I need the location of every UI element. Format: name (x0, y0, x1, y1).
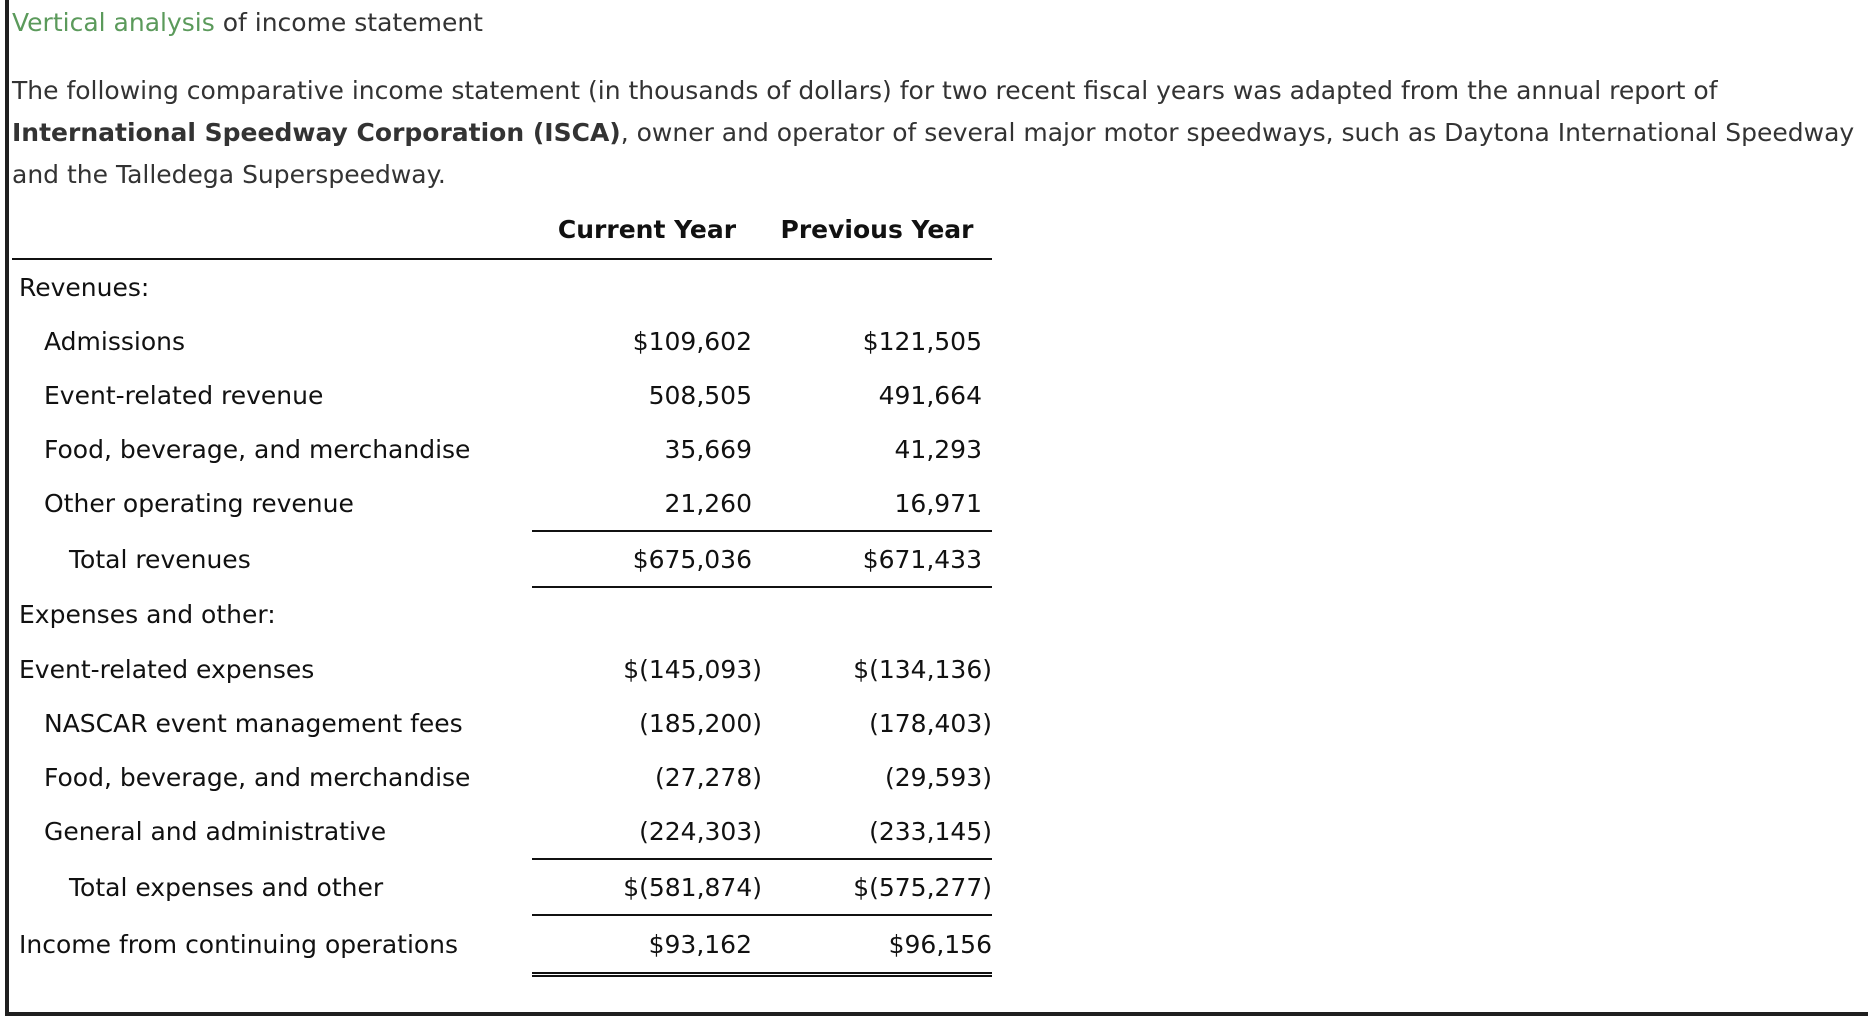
current-value: $(145,093) (623, 654, 762, 684)
heading-rest: of income statement (222, 8, 483, 37)
previous-value: (29,593) (885, 762, 992, 792)
previous-value: 16,971 (894, 488, 982, 518)
row-label: General and administrative (44, 817, 387, 846)
current-value: $93,162 (532, 915, 762, 975)
previous-value: (233,145) (869, 816, 992, 846)
intro-paragraph (12, 70, 1862, 196)
previous-year-header: Previous Year (762, 200, 992, 259)
row-label: Admissions (44, 326, 185, 356)
company-name: International Speedway Corporation (ISCA) (12, 118, 621, 147)
table-row (12, 476, 992, 531)
table-row (12, 314, 992, 368)
label-column-header (12, 200, 532, 259)
previous-value: $671,433 (762, 531, 992, 587)
problem-panel (5, 0, 1868, 1016)
current-value: (27,278) (655, 762, 762, 792)
row-label: NASCAR event management fees (44, 708, 463, 738)
row-label: Other operating revenue (44, 489, 354, 518)
current-value: 508,505 (648, 380, 752, 410)
previous-value: $(575,277) (762, 859, 992, 915)
current-value: $675,036 (532, 531, 762, 587)
row-label: Income from continuing operations (19, 930, 459, 960)
current-value: $(581,874) (532, 859, 762, 915)
table-row (12, 368, 992, 422)
row-label: Food, beverage, and merchandise (44, 434, 471, 464)
current-value: 21,260 (664, 488, 752, 518)
current-value: $109,602 (632, 326, 752, 356)
previous-value: $121,505 (862, 326, 982, 356)
previous-value: 41,293 (894, 434, 982, 464)
intro-text-2: , owner and operator of several major motor speedways, such as Daytona International Speedway and the Talledega Superspeedway. (12, 118, 1855, 189)
income-row (12, 915, 992, 975)
row-label: Total revenues (69, 544, 251, 574)
income-statement-table (12, 200, 992, 977)
total-expenses-row (12, 859, 992, 915)
table-row (12, 804, 992, 859)
header-row (12, 200, 992, 259)
table-row (12, 422, 992, 476)
current-year-header: Current Year (532, 200, 762, 259)
previous-value: $96,156 (762, 915, 992, 975)
table-row (12, 750, 992, 804)
intro-text-1: The following comparative income statement (in thousands of dollars) for two recent fiscal years was adapted from the annual report of (12, 76, 1718, 105)
row-label: Event-related expenses (19, 654, 315, 684)
current-value: (185,200) (639, 708, 762, 738)
problem-heading (12, 6, 483, 40)
previous-value: (178,403) (869, 708, 992, 738)
row-label: Total expenses and other (69, 872, 384, 902)
total-revenues-row (12, 531, 992, 587)
expenses-section-label: Expenses and other: (19, 600, 276, 629)
revenues-section-label: Revenues: (19, 272, 150, 302)
previous-value: $(134,136) (853, 654, 992, 684)
row-label: Event-related revenue (44, 380, 324, 410)
vertical-analysis-link[interactable]: Vertical analysis (12, 8, 215, 37)
row-label: Food, beverage, and merchandise (44, 762, 471, 792)
previous-value: 491,664 (878, 380, 982, 410)
table-row (12, 696, 992, 750)
section-row (12, 587, 992, 642)
current-value: (224,303) (639, 816, 762, 846)
table-row (12, 642, 992, 696)
current-value: 35,669 (664, 434, 752, 464)
section-row (12, 259, 992, 314)
